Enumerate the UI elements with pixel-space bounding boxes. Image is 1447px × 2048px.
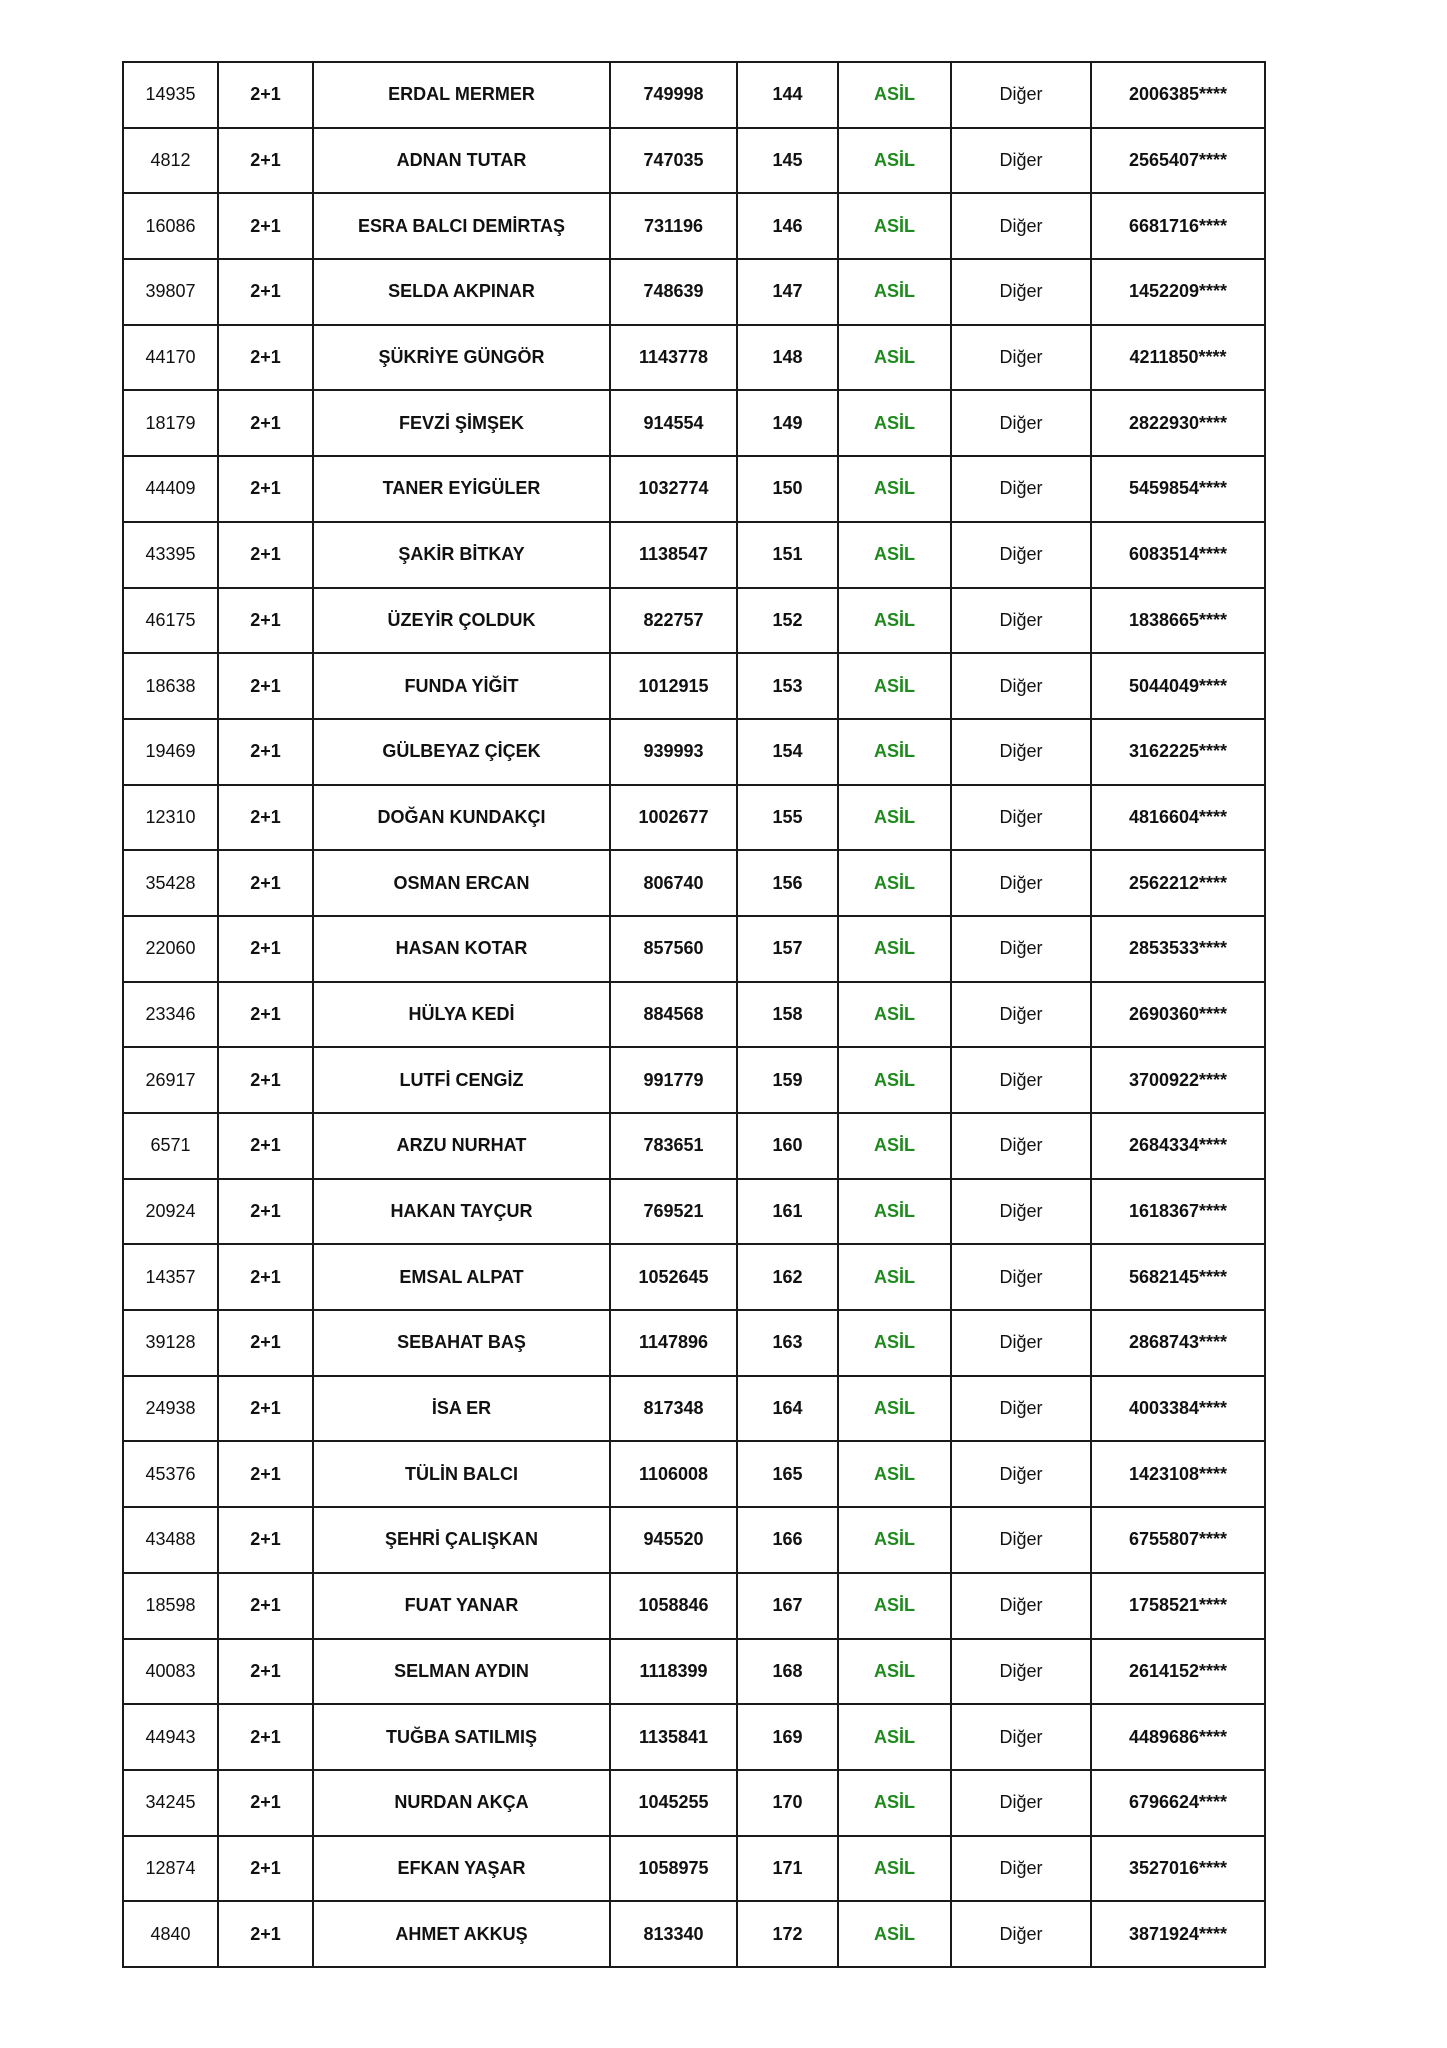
score-cell: 1135841 <box>610 1704 737 1770</box>
score-cell: 1052645 <box>610 1244 737 1310</box>
score-cell: 748639 <box>610 259 737 325</box>
rank-cell: 171 <box>737 1836 838 1902</box>
id-number-cell: 6796624**** <box>1091 1770 1265 1836</box>
category-cell: Diğer <box>951 1836 1091 1902</box>
category-cell: Diğer <box>951 128 1091 194</box>
score-cell: 1032774 <box>610 456 737 522</box>
rank-cell: 145 <box>737 128 838 194</box>
rank-cell: 154 <box>737 719 838 785</box>
rank-cell: 150 <box>737 456 838 522</box>
room-type-cell: 2+1 <box>218 1047 313 1113</box>
applicant-name-cell: TANER EYİGÜLER <box>313 456 610 522</box>
rank-cell: 156 <box>737 850 838 916</box>
results-table <box>122 61 1266 1968</box>
room-type-cell: 2+1 <box>218 1573 313 1639</box>
id-number-cell: 3700922**** <box>1091 1047 1265 1113</box>
applicant-name-cell: GÜLBEYAZ ÇİÇEK <box>313 719 610 785</box>
score-cell: 1138547 <box>610 522 737 588</box>
score-cell: 1106008 <box>610 1441 737 1507</box>
score-cell: 1118399 <box>610 1639 737 1705</box>
category-cell: Diğer <box>951 1310 1091 1376</box>
id-number-cell: 1423108**** <box>1091 1441 1265 1507</box>
applicant-name-cell: ARZU NURHAT <box>313 1113 610 1179</box>
rank-cell: 151 <box>737 522 838 588</box>
id-number-cell: 5459854**** <box>1091 456 1265 522</box>
category-cell: Diğer <box>951 1639 1091 1705</box>
category-cell: Diğer <box>951 325 1091 391</box>
id-number-cell: 2684334**** <box>1091 1113 1265 1179</box>
table-row <box>123 1639 1265 1705</box>
status-cell: ASİL <box>838 62 951 128</box>
applicant-name-cell: İSA ER <box>313 1376 610 1442</box>
application-no-cell: 20924 <box>123 1179 218 1245</box>
status-cell: ASİL <box>838 522 951 588</box>
id-number-cell: 2562212**** <box>1091 850 1265 916</box>
id-number-cell: 2853533**** <box>1091 916 1265 982</box>
application-no-cell: 6571 <box>123 1113 218 1179</box>
rank-cell: 158 <box>737 982 838 1048</box>
room-type-cell: 2+1 <box>218 128 313 194</box>
rank-cell: 163 <box>737 1310 838 1376</box>
category-cell: Diğer <box>951 1901 1091 1967</box>
status-cell: ASİL <box>838 1507 951 1573</box>
id-number-cell: 4003384**** <box>1091 1376 1265 1442</box>
rank-cell: 153 <box>737 653 838 719</box>
status-cell: ASİL <box>838 1704 951 1770</box>
id-number-cell: 6681716**** <box>1091 193 1265 259</box>
application-no-cell: 35428 <box>123 850 218 916</box>
score-cell: 1143778 <box>610 325 737 391</box>
applicant-name-cell: ŞÜKRİYE GÜNGÖR <box>313 325 610 391</box>
application-no-cell: 12874 <box>123 1836 218 1902</box>
results-table-body <box>123 62 1265 1967</box>
application-no-cell: 43488 <box>123 1507 218 1573</box>
score-cell: 817348 <box>610 1376 737 1442</box>
application-no-cell: 14357 <box>123 1244 218 1310</box>
room-type-cell: 2+1 <box>218 1639 313 1705</box>
application-no-cell: 4812 <box>123 128 218 194</box>
room-type-cell: 2+1 <box>218 588 313 654</box>
application-no-cell: 18598 <box>123 1573 218 1639</box>
applicant-name-cell: LUTFİ CENGİZ <box>313 1047 610 1113</box>
score-cell: 857560 <box>610 916 737 982</box>
id-number-cell: 2614152**** <box>1091 1639 1265 1705</box>
applicant-name-cell: EMSAL ALPAT <box>313 1244 610 1310</box>
status-cell: ASİL <box>838 390 951 456</box>
room-type-cell: 2+1 <box>218 1113 313 1179</box>
applicant-name-cell: FUNDA YİĞİT <box>313 653 610 719</box>
table-row <box>123 1770 1265 1836</box>
score-cell: 749998 <box>610 62 737 128</box>
applicant-name-cell: SELDA AKPINAR <box>313 259 610 325</box>
rank-cell: 148 <box>737 325 838 391</box>
applicant-name-cell: TÜLİN BALCI <box>313 1441 610 1507</box>
status-cell: ASİL <box>838 259 951 325</box>
status-cell: ASİL <box>838 653 951 719</box>
applicant-name-cell: ŞAKİR BİTKAY <box>313 522 610 588</box>
applicant-name-cell: SEBAHAT BAŞ <box>313 1310 610 1376</box>
status-cell: ASİL <box>838 456 951 522</box>
table-row <box>123 128 1265 194</box>
table-row <box>123 456 1265 522</box>
status-cell: ASİL <box>838 1047 951 1113</box>
status-cell: ASİL <box>838 1639 951 1705</box>
applicant-name-cell: ERDAL MERMER <box>313 62 610 128</box>
room-type-cell: 2+1 <box>218 785 313 851</box>
status-cell: ASİL <box>838 982 951 1048</box>
status-cell: ASİL <box>838 128 951 194</box>
id-number-cell: 6755807**** <box>1091 1507 1265 1573</box>
score-cell: 914554 <box>610 390 737 456</box>
applicant-name-cell: HAKAN TAYÇUR <box>313 1179 610 1245</box>
table-row <box>123 62 1265 128</box>
table-row <box>123 1310 1265 1376</box>
applicant-name-cell: HÜLYA KEDİ <box>313 982 610 1048</box>
room-type-cell: 2+1 <box>218 850 313 916</box>
rank-cell: 166 <box>737 1507 838 1573</box>
category-cell: Diğer <box>951 1047 1091 1113</box>
table-row <box>123 588 1265 654</box>
table-row <box>123 1704 1265 1770</box>
applicant-name-cell: ÜZEYİR ÇOLDUK <box>313 588 610 654</box>
rank-cell: 169 <box>737 1704 838 1770</box>
room-type-cell: 2+1 <box>218 982 313 1048</box>
score-cell: 769521 <box>610 1179 737 1245</box>
id-number-cell: 1758521**** <box>1091 1573 1265 1639</box>
status-cell: ASİL <box>838 1310 951 1376</box>
room-type-cell: 2+1 <box>218 653 313 719</box>
table-row <box>123 193 1265 259</box>
rank-cell: 159 <box>737 1047 838 1113</box>
application-no-cell: 4840 <box>123 1901 218 1967</box>
category-cell: Diğer <box>951 193 1091 259</box>
category-cell: Diğer <box>951 1179 1091 1245</box>
status-cell: ASİL <box>838 1770 951 1836</box>
table-row <box>123 850 1265 916</box>
category-cell: Diğer <box>951 1113 1091 1179</box>
status-cell: ASİL <box>838 1901 951 1967</box>
rank-cell: 155 <box>737 785 838 851</box>
table-row <box>123 1179 1265 1245</box>
rank-cell: 161 <box>737 1179 838 1245</box>
status-cell: ASİL <box>838 1376 951 1442</box>
application-no-cell: 14935 <box>123 62 218 128</box>
room-type-cell: 2+1 <box>218 719 313 785</box>
room-type-cell: 2+1 <box>218 193 313 259</box>
table-row <box>123 390 1265 456</box>
application-no-cell: 12310 <box>123 785 218 851</box>
table-row <box>123 1901 1265 1967</box>
id-number-cell: 4489686**** <box>1091 1704 1265 1770</box>
rank-cell: 162 <box>737 1244 838 1310</box>
room-type-cell: 2+1 <box>218 1836 313 1902</box>
score-cell: 991779 <box>610 1047 737 1113</box>
category-cell: Diğer <box>951 1244 1091 1310</box>
applicant-name-cell: ŞEHRİ ÇALIŞKAN <box>313 1507 610 1573</box>
table-row <box>123 1047 1265 1113</box>
rank-cell: 165 <box>737 1441 838 1507</box>
applicant-name-cell: DOĞAN KUNDAKÇI <box>313 785 610 851</box>
application-no-cell: 19469 <box>123 719 218 785</box>
score-cell: 813340 <box>610 1901 737 1967</box>
category-cell: Diğer <box>951 850 1091 916</box>
room-type-cell: 2+1 <box>218 62 313 128</box>
id-number-cell: 4816604**** <box>1091 785 1265 851</box>
category-cell: Diğer <box>951 522 1091 588</box>
score-cell: 1002677 <box>610 785 737 851</box>
status-cell: ASİL <box>838 193 951 259</box>
application-no-cell: 45376 <box>123 1441 218 1507</box>
category-cell: Diğer <box>951 456 1091 522</box>
table-row <box>123 916 1265 982</box>
category-cell: Diğer <box>951 785 1091 851</box>
applicant-name-cell: ADNAN TUTAR <box>313 128 610 194</box>
application-no-cell: 46175 <box>123 588 218 654</box>
status-cell: ASİL <box>838 588 951 654</box>
room-type-cell: 2+1 <box>218 1310 313 1376</box>
id-number-cell: 1838665**** <box>1091 588 1265 654</box>
score-cell: 822757 <box>610 588 737 654</box>
room-type-cell: 2+1 <box>218 1704 313 1770</box>
category-cell: Diğer <box>951 1507 1091 1573</box>
table-row <box>123 653 1265 719</box>
applicant-name-cell: FEVZİ ŞİMŞEK <box>313 390 610 456</box>
score-cell: 783651 <box>610 1113 737 1179</box>
table-row <box>123 785 1265 851</box>
rank-cell: 152 <box>737 588 838 654</box>
category-cell: Diğer <box>951 1441 1091 1507</box>
score-cell: 1058846 <box>610 1573 737 1639</box>
category-cell: Diğer <box>951 588 1091 654</box>
rank-cell: 157 <box>737 916 838 982</box>
rank-cell: 172 <box>737 1901 838 1967</box>
score-cell: 1147896 <box>610 1310 737 1376</box>
category-cell: Diğer <box>951 1770 1091 1836</box>
score-cell: 945520 <box>610 1507 737 1573</box>
status-cell: ASİL <box>838 1179 951 1245</box>
rank-cell: 146 <box>737 193 838 259</box>
rank-cell: 170 <box>737 1770 838 1836</box>
table-row <box>123 1573 1265 1639</box>
application-no-cell: 22060 <box>123 916 218 982</box>
category-cell: Diğer <box>951 982 1091 1048</box>
rank-cell: 147 <box>737 259 838 325</box>
id-number-cell: 2822930**** <box>1091 390 1265 456</box>
room-type-cell: 2+1 <box>218 1244 313 1310</box>
application-no-cell: 39128 <box>123 1310 218 1376</box>
status-cell: ASİL <box>838 785 951 851</box>
application-no-cell: 39807 <box>123 259 218 325</box>
applicant-name-cell: EFKAN YAŞAR <box>313 1836 610 1902</box>
table-row <box>123 1441 1265 1507</box>
application-no-cell: 18638 <box>123 653 218 719</box>
applicant-name-cell: SELMAN AYDIN <box>313 1639 610 1705</box>
application-no-cell: 18179 <box>123 390 218 456</box>
application-no-cell: 16086 <box>123 193 218 259</box>
status-cell: ASİL <box>838 850 951 916</box>
table-row <box>123 522 1265 588</box>
score-cell: 1058975 <box>610 1836 737 1902</box>
application-no-cell: 43395 <box>123 522 218 588</box>
id-number-cell: 3162225**** <box>1091 719 1265 785</box>
room-type-cell: 2+1 <box>218 1901 313 1967</box>
room-type-cell: 2+1 <box>218 456 313 522</box>
applicant-name-cell: ESRA BALCI DEMİRTAŞ <box>313 193 610 259</box>
status-cell: ASİL <box>838 1244 951 1310</box>
room-type-cell: 2+1 <box>218 916 313 982</box>
application-no-cell: 26917 <box>123 1047 218 1113</box>
application-no-cell: 40083 <box>123 1639 218 1705</box>
room-type-cell: 2+1 <box>218 390 313 456</box>
room-type-cell: 2+1 <box>218 1441 313 1507</box>
applicant-name-cell: TUĞBA SATILMIŞ <box>313 1704 610 1770</box>
category-cell: Diğer <box>951 916 1091 982</box>
application-no-cell: 44943 <box>123 1704 218 1770</box>
score-cell: 939993 <box>610 719 737 785</box>
table-row <box>123 719 1265 785</box>
score-cell: 747035 <box>610 128 737 194</box>
status-cell: ASİL <box>838 1836 951 1902</box>
application-no-cell: 34245 <box>123 1770 218 1836</box>
category-cell: Diğer <box>951 653 1091 719</box>
table-row <box>123 325 1265 391</box>
category-cell: Diğer <box>951 62 1091 128</box>
status-cell: ASİL <box>838 1441 951 1507</box>
id-number-cell: 2006385**** <box>1091 62 1265 128</box>
id-number-cell: 2868743**** <box>1091 1310 1265 1376</box>
rank-cell: 167 <box>737 1573 838 1639</box>
category-cell: Diğer <box>951 1573 1091 1639</box>
score-cell: 731196 <box>610 193 737 259</box>
id-number-cell: 4211850**** <box>1091 325 1265 391</box>
id-number-cell: 5044049**** <box>1091 653 1265 719</box>
table-row <box>123 982 1265 1048</box>
category-cell: Diğer <box>951 259 1091 325</box>
rank-cell: 160 <box>737 1113 838 1179</box>
rank-cell: 164 <box>737 1376 838 1442</box>
status-cell: ASİL <box>838 1573 951 1639</box>
category-cell: Diğer <box>951 719 1091 785</box>
applicant-name-cell: AHMET AKKUŞ <box>313 1901 610 1967</box>
room-type-cell: 2+1 <box>218 259 313 325</box>
applicant-name-cell: HASAN KOTAR <box>313 916 610 982</box>
rank-cell: 144 <box>737 62 838 128</box>
category-cell: Diğer <box>951 1704 1091 1770</box>
status-cell: ASİL <box>838 325 951 391</box>
id-number-cell: 2690360**** <box>1091 982 1265 1048</box>
status-cell: ASİL <box>838 916 951 982</box>
rank-cell: 168 <box>737 1639 838 1705</box>
id-number-cell: 2565407**** <box>1091 128 1265 194</box>
room-type-cell: 2+1 <box>218 325 313 391</box>
table-row <box>123 1376 1265 1442</box>
id-number-cell: 3871924**** <box>1091 1901 1265 1967</box>
room-type-cell: 2+1 <box>218 522 313 588</box>
score-cell: 1045255 <box>610 1770 737 1836</box>
application-no-cell: 23346 <box>123 982 218 1048</box>
rank-cell: 149 <box>737 390 838 456</box>
applicant-name-cell: OSMAN ERCAN <box>313 850 610 916</box>
id-number-cell: 5682145**** <box>1091 1244 1265 1310</box>
table-row <box>123 1113 1265 1179</box>
applicant-name-cell: FUAT YANAR <box>313 1573 610 1639</box>
score-cell: 806740 <box>610 850 737 916</box>
score-cell: 1012915 <box>610 653 737 719</box>
table-row <box>123 1244 1265 1310</box>
application-no-cell: 24938 <box>123 1376 218 1442</box>
application-no-cell: 44170 <box>123 325 218 391</box>
score-cell: 884568 <box>610 982 737 1048</box>
id-number-cell: 3527016**** <box>1091 1836 1265 1902</box>
room-type-cell: 2+1 <box>218 1770 313 1836</box>
room-type-cell: 2+1 <box>218 1376 313 1442</box>
id-number-cell: 6083514**** <box>1091 522 1265 588</box>
id-number-cell: 1618367**** <box>1091 1179 1265 1245</box>
room-type-cell: 2+1 <box>218 1507 313 1573</box>
category-cell: Diğer <box>951 1376 1091 1442</box>
table-row <box>123 1507 1265 1573</box>
room-type-cell: 2+1 <box>218 1179 313 1245</box>
application-no-cell: 44409 <box>123 456 218 522</box>
table-row <box>123 259 1265 325</box>
status-cell: ASİL <box>838 719 951 785</box>
id-number-cell: 1452209**** <box>1091 259 1265 325</box>
category-cell: Diğer <box>951 390 1091 456</box>
table-row <box>123 1836 1265 1902</box>
status-cell: ASİL <box>838 1113 951 1179</box>
applicant-name-cell: NURDAN AKÇA <box>313 1770 610 1836</box>
